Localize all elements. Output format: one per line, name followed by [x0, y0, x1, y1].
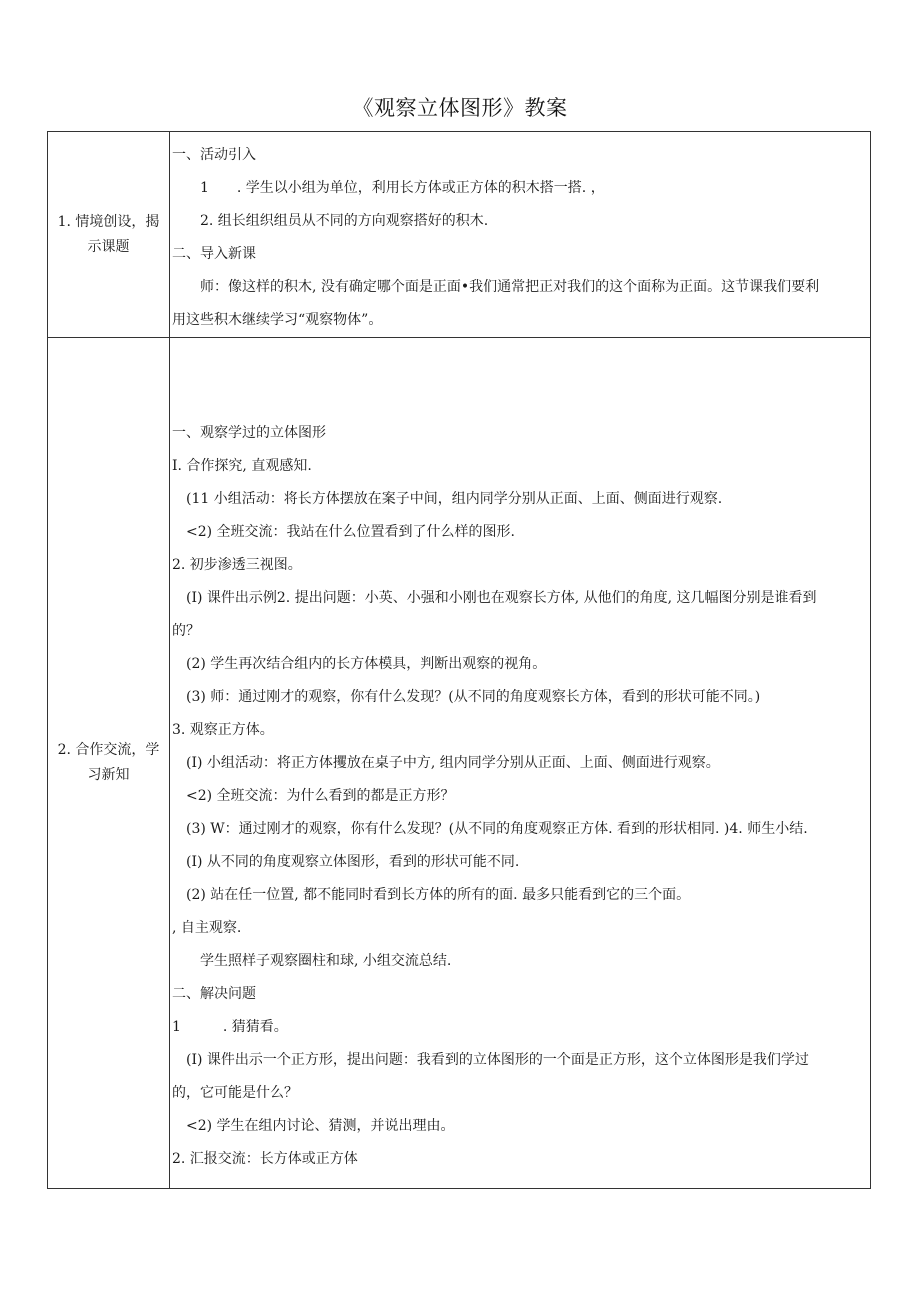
content-line: 1 . 学生以小组为单位，利用长方体或正方体的积木搭一搭. ，: [172, 179, 605, 196]
section-label: 2. 合作交流，学习新知: [48, 338, 170, 1189]
section-content: [170, 338, 871, 1189]
content-line: (2) 站在任一位置, 都不能同时看到长方体的所有的面. 最多只能看到它的三个面。: [172, 887, 691, 903]
content-line: 学生照样子观察圈柱和球, 小组交流总结.: [172, 953, 452, 969]
content-line: I. 合作探究, 直观感知.: [172, 458, 312, 474]
content-line: (I) 课件出示一个正方形，提出问题：我看到的立体图形的一个面是正方形，这个立体图形是我们学过: [172, 1052, 809, 1068]
content-line: 二、导入新课: [172, 245, 256, 262]
content-line: <2) 全班交流：为什么看到的都是正方形？: [172, 788, 455, 804]
content-line: 用这些积木继续学习“观察物体”。: [172, 311, 383, 328]
content-line: (I) 小组活动：将正方体攫放在桌子中方, 组内同学分别从正面、上面、侧面进行观察。: [172, 755, 720, 771]
content-line: (3) W：通过刚才的观察，你有什么发现？(从不同的角度观察正方体. 看到的形状相同. )4. 师生小结.: [172, 821, 808, 837]
content-line: 1 . 猜猜看。: [172, 1019, 288, 1035]
content-line: 2. 初步渗透三视图。: [172, 557, 302, 573]
section-label: 1. 情境创设，揭示课题: [48, 132, 170, 338]
content-line: , 自主观察.: [172, 920, 242, 936]
content-line: 的？: [172, 623, 200, 639]
content-line: 一、观察学过的立体图形: [172, 425, 326, 441]
content-line: 3. 观察正方体。: [172, 722, 274, 738]
content-line: (3) 师：通过刚才的观察，你有什么发现？(从不同的角度观察长方体，看到的形状可能不同。): [172, 689, 761, 705]
content-line: 师：像这样的积木, 没有确定哪个面是正面•我们通常把正对我们的这个面称为正面。这节课我们要利: [172, 278, 820, 295]
lesson-plan-table: [47, 131, 871, 1189]
table-row: [48, 338, 871, 1189]
content-line: (11 小组活动：将长方体摆放在案子中间，组内同学分别从正面、上面、侧面进行观察.: [172, 491, 723, 507]
content-line: 一、活动引入: [172, 146, 256, 163]
content-line: <2) 学生在组内讨论、猜测，并说出理由。: [172, 1118, 455, 1134]
content-line: (I) 从不同的角度观察立体图形，看到的形状可能不同.: [172, 854, 520, 870]
content-line: 二、解决问题: [172, 986, 256, 1002]
content-line: 2. 组长组织组员从不同的方向观察搭好的积木.: [172, 212, 489, 229]
content-line: (2) 学生再次结合组内的长方体模具，判断出观察的视角。: [172, 656, 547, 672]
content-line: <2) 全班交流：我站在什么位置看到了什么样的图形.: [172, 524, 515, 540]
section-content: [170, 132, 871, 338]
content-line: 2. 汇报交流：长方体或正方体: [172, 1151, 358, 1167]
table-row: [48, 132, 871, 338]
content-line: 的，它可能是什么？: [172, 1085, 298, 1101]
document-title: 《观察立体图形》教案: [352, 96, 568, 120]
content-line: (I) 课件出示例2. 提出问题：小英、小强和小刚也在观察长方体, 从他们的角度, 这几幅图分别是谁看到: [172, 590, 817, 606]
